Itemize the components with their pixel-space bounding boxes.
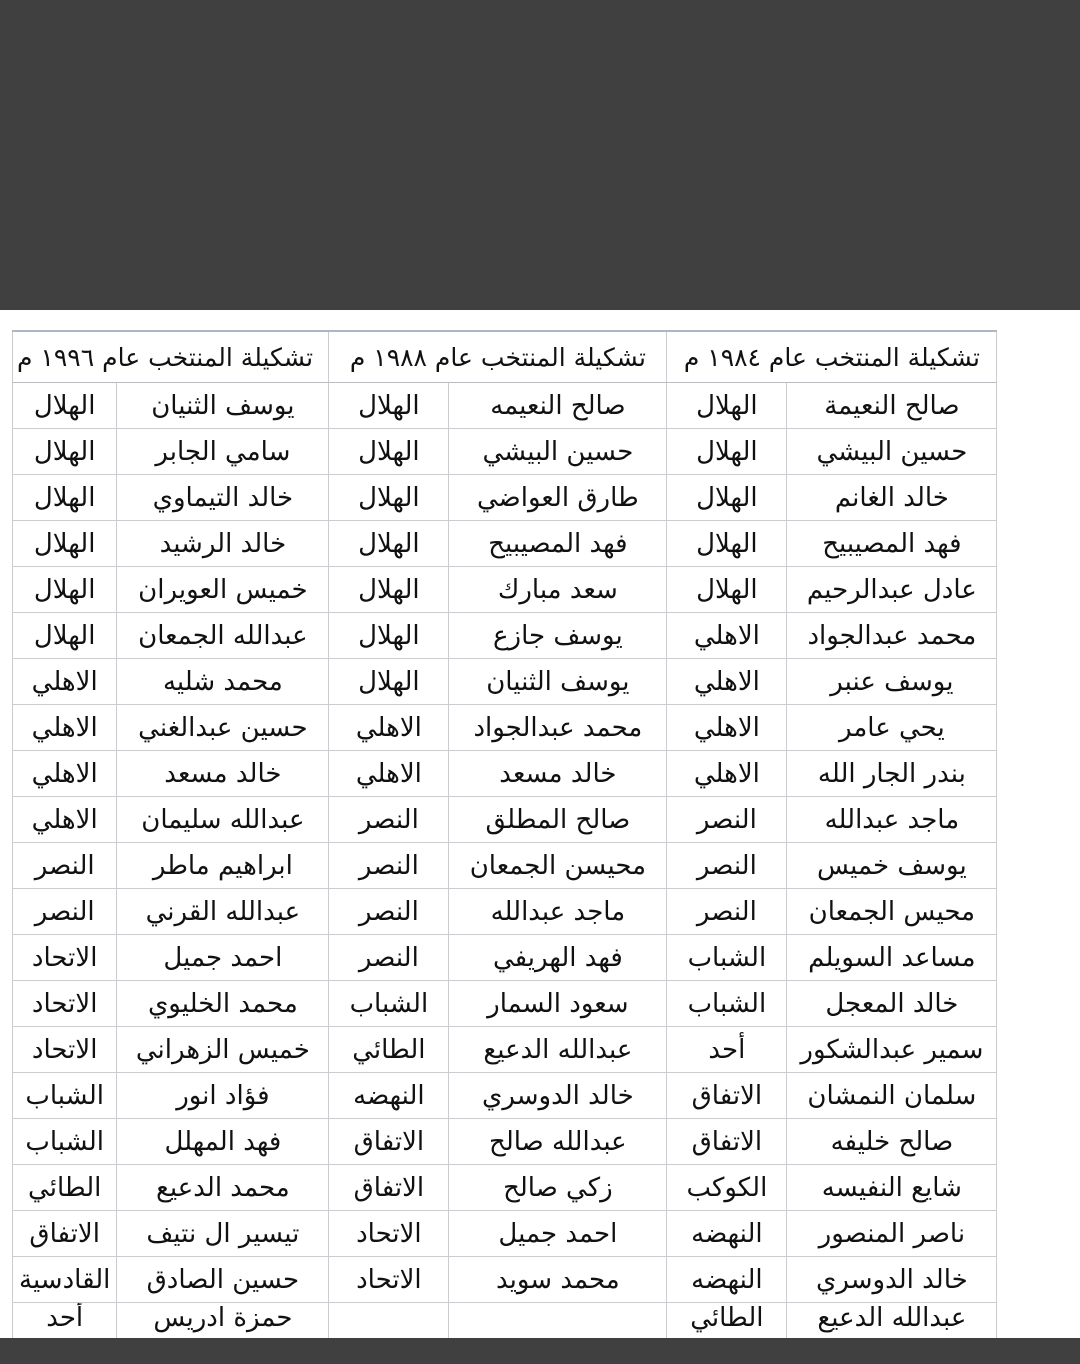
- club-1984-cell: النهضه: [667, 1257, 787, 1303]
- player-1984-cell: حسين البيشي: [787, 429, 997, 475]
- club-1988-cell: الاهلي: [329, 705, 449, 751]
- player-1984-cell: عادل عبدالرحيم: [787, 567, 997, 613]
- club-1996-cell: الاهلي: [13, 797, 117, 843]
- header-1996: تشكيلة المنتخب عام ١٩٩٦ م: [13, 331, 329, 383]
- club-1996-cell: الاتفاق: [13, 1211, 117, 1257]
- club-1988-cell: الهلال: [329, 429, 449, 475]
- table-row: [13, 1119, 997, 1165]
- player-1996-cell: حسين عبدالغني: [117, 705, 329, 751]
- club-1996-cell: الشباب: [13, 1073, 117, 1119]
- player-1996-cell: احمد جميل: [117, 935, 329, 981]
- table-row: [13, 705, 997, 751]
- player-1988-cell: طارق العواضي: [449, 475, 667, 521]
- table-row: [13, 567, 997, 613]
- player-1996-cell: تيسير ال نتيف: [117, 1211, 329, 1257]
- player-1988-cell: محمد عبدالجواد: [449, 705, 667, 751]
- table-row: [13, 613, 997, 659]
- player-1996-cell: حمزة ادريس: [117, 1303, 329, 1339]
- player-1996-cell: خميس الزهراني: [117, 1027, 329, 1073]
- club-1984-cell: الاهلي: [667, 613, 787, 659]
- table-row: [13, 1027, 997, 1073]
- club-1988-cell: الهلال: [329, 475, 449, 521]
- club-1988-cell: النصر: [329, 889, 449, 935]
- player-1984-cell: ناصر المنصور: [787, 1211, 997, 1257]
- table-row: [13, 935, 997, 981]
- player-1984-cell: صالح خليفه: [787, 1119, 997, 1165]
- player-1996-cell: عبدالله الجمعان: [117, 613, 329, 659]
- player-1984-cell: صالح النعيمة: [787, 383, 997, 429]
- club-1988-cell: الاتحاد: [329, 1211, 449, 1257]
- player-1996-cell: خالد مسعد: [117, 751, 329, 797]
- player-1988-cell: صالح المطلق: [449, 797, 667, 843]
- club-1996-cell: الهلال: [13, 429, 117, 475]
- club-1996-cell: الاهلي: [13, 751, 117, 797]
- club-1996-cell: الهلال: [13, 613, 117, 659]
- table-row: [13, 981, 997, 1027]
- table-row: [13, 1257, 997, 1303]
- player-1988-cell: فهد الهريفي: [449, 935, 667, 981]
- player-1984-cell: عبدالله الدعيع: [787, 1303, 997, 1339]
- club-1996-cell: الهلال: [13, 475, 117, 521]
- table-row: [13, 1073, 997, 1119]
- player-1996-cell: فؤاد انور: [117, 1073, 329, 1119]
- club-1988-cell: النصر: [329, 843, 449, 889]
- table-row: [13, 659, 997, 705]
- club-1996-cell: الطائي: [13, 1165, 117, 1211]
- player-1996-cell: محمد الدعيع: [117, 1165, 329, 1211]
- player-1996-cell: خميس العويران: [117, 567, 329, 613]
- club-1984-cell: الكوكب: [667, 1165, 787, 1211]
- player-1984-cell: محيس الجمعان: [787, 889, 997, 935]
- club-1984-cell: أحد: [667, 1027, 787, 1073]
- table-row: [13, 429, 997, 475]
- player-1988-cell: يوسف الثنيان: [449, 659, 667, 705]
- player-1984-cell: مساعد السويلم: [787, 935, 997, 981]
- club-1984-cell: الاتفاق: [667, 1119, 787, 1165]
- player-1984-cell: بندر الجار الله: [787, 751, 997, 797]
- club-1988-cell: الهلال: [329, 613, 449, 659]
- player-1988-cell: عبدالله صالح: [449, 1119, 667, 1165]
- header-1984: تشكيلة المنتخب عام ١٩٨٤ م: [667, 331, 997, 383]
- table-row: [13, 521, 997, 567]
- player-1984-cell: خالد الغانم: [787, 475, 997, 521]
- player-1984-cell: سمير عبدالشكور: [787, 1027, 997, 1073]
- club-1996-cell: النصر: [13, 843, 117, 889]
- player-1984-cell: خالد المعجل: [787, 981, 997, 1027]
- player-1988-cell: محمد سويد: [449, 1257, 667, 1303]
- table-row: [13, 889, 997, 935]
- player-1996-cell: سامي الجابر: [117, 429, 329, 475]
- player-1988-cell: احمد جميل: [449, 1211, 667, 1257]
- club-1984-cell: الهلال: [667, 521, 787, 567]
- player-1988-cell: زكي صالح: [449, 1165, 667, 1211]
- table-row: [13, 383, 997, 429]
- player-1996-cell: يوسف الثنيان: [117, 383, 329, 429]
- club-1996-cell: النصر: [13, 889, 117, 935]
- club-1988-cell: الشباب: [329, 981, 449, 1027]
- player-1984-cell: سلمان النمشان: [787, 1073, 997, 1119]
- player-1996-cell: محمد شليه: [117, 659, 329, 705]
- club-1984-cell: الشباب: [667, 935, 787, 981]
- club-1984-cell: الهلال: [667, 475, 787, 521]
- club-1988-cell: الهلال: [329, 521, 449, 567]
- table-row: [13, 1303, 997, 1339]
- club-1996-cell: الاهلي: [13, 659, 117, 705]
- club-1988-cell: الهلال: [329, 567, 449, 613]
- table-row: [13, 751, 997, 797]
- club-1984-cell: الاتفاق: [667, 1073, 787, 1119]
- club-1984-cell: النهضه: [667, 1211, 787, 1257]
- player-1988-cell: ماجد عبدالله: [449, 889, 667, 935]
- player-1988-cell: فهد المصيبيح: [449, 521, 667, 567]
- club-1984-cell: الاهلي: [667, 659, 787, 705]
- player-1984-cell: شايع النفيسه: [787, 1165, 997, 1211]
- player-1988-cell: عبدالله الدعيع: [449, 1027, 667, 1073]
- player-1988-cell: محيسن الجمعان: [449, 843, 667, 889]
- club-1988-cell: الاتحاد: [329, 1257, 449, 1303]
- player-1984-cell: يحي عامر: [787, 705, 997, 751]
- table-row: [13, 475, 997, 521]
- player-1984-cell: ماجد عبدالله: [787, 797, 997, 843]
- player-1988-cell: خالد مسعد: [449, 751, 667, 797]
- club-1984-cell: النصر: [667, 889, 787, 935]
- dark-top-band: [0, 0, 1080, 310]
- club-1984-cell: النصر: [667, 843, 787, 889]
- player-1988-cell: يوسف جازع: [449, 613, 667, 659]
- club-1984-cell: النصر: [667, 797, 787, 843]
- club-1984-cell: الهلال: [667, 567, 787, 613]
- club-1988-cell: الطائي: [329, 1027, 449, 1073]
- club-1988-cell: النصر: [329, 935, 449, 981]
- squad-table: [12, 330, 997, 1338]
- club-1996-cell: الاتحاد: [13, 935, 117, 981]
- table-row: [13, 797, 997, 843]
- club-1988-cell: النصر: [329, 797, 449, 843]
- player-1984-cell: فهد المصيبيح: [787, 521, 997, 567]
- header-row: [13, 331, 997, 383]
- player-1988-cell: خالد الدوسري: [449, 1073, 667, 1119]
- club-1996-cell: القادسية: [13, 1257, 117, 1303]
- table-row: [13, 1165, 997, 1211]
- player-1988-cell: [449, 1303, 667, 1339]
- spreadsheet-area: [0, 310, 1080, 1338]
- player-1996-cell: خالد التيماوي: [117, 475, 329, 521]
- player-1996-cell: فهد المهلل: [117, 1119, 329, 1165]
- player-1984-cell: يوسف خميس: [787, 843, 997, 889]
- club-1988-cell: الاهلي: [329, 751, 449, 797]
- table-row: [13, 843, 997, 889]
- club-1984-cell: الهلال: [667, 383, 787, 429]
- club-1984-cell: الهلال: [667, 429, 787, 475]
- club-1988-cell: الهلال: [329, 659, 449, 705]
- player-1996-cell: عبدالله القرني: [117, 889, 329, 935]
- player-1988-cell: حسين البيشي: [449, 429, 667, 475]
- club-1996-cell: الهلال: [13, 521, 117, 567]
- club-1996-cell: الهلال: [13, 383, 117, 429]
- dark-bottom-band: [0, 1338, 1080, 1364]
- club-1988-cell: النهضه: [329, 1073, 449, 1119]
- club-1984-cell: الطائي: [667, 1303, 787, 1339]
- player-1996-cell: ابراهيم ماطر: [117, 843, 329, 889]
- player-1984-cell: يوسف عنبر: [787, 659, 997, 705]
- player-1996-cell: خالد الرشيد: [117, 521, 329, 567]
- club-1996-cell: الاتحاد: [13, 1027, 117, 1073]
- club-1996-cell: أحد: [13, 1303, 117, 1339]
- player-1988-cell: صالح النعيمه: [449, 383, 667, 429]
- header-1988: تشكيلة المنتخب عام ١٩٨٨ م: [329, 331, 667, 383]
- player-1988-cell: سعود السمار: [449, 981, 667, 1027]
- player-1988-cell: سعد مبارك: [449, 567, 667, 613]
- club-1984-cell: الشباب: [667, 981, 787, 1027]
- player-1996-cell: عبدالله سليمان: [117, 797, 329, 843]
- player-1996-cell: محمد الخليوي: [117, 981, 329, 1027]
- club-1988-cell: الاتفاق: [329, 1165, 449, 1211]
- club-1996-cell: الشباب: [13, 1119, 117, 1165]
- table-row: [13, 1211, 997, 1257]
- club-1996-cell: الاتحاد: [13, 981, 117, 1027]
- club-1988-cell: الهلال: [329, 383, 449, 429]
- player-1984-cell: محمد عبدالجواد: [787, 613, 997, 659]
- club-1984-cell: الاهلي: [667, 705, 787, 751]
- club-1988-cell: [329, 1303, 449, 1339]
- club-1984-cell: الاهلي: [667, 751, 787, 797]
- player-1984-cell: خالد الدوسري: [787, 1257, 997, 1303]
- player-1996-cell: حسين الصادق: [117, 1257, 329, 1303]
- club-1988-cell: الاتفاق: [329, 1119, 449, 1165]
- club-1996-cell: الاهلي: [13, 705, 117, 751]
- club-1996-cell: الهلال: [13, 567, 117, 613]
